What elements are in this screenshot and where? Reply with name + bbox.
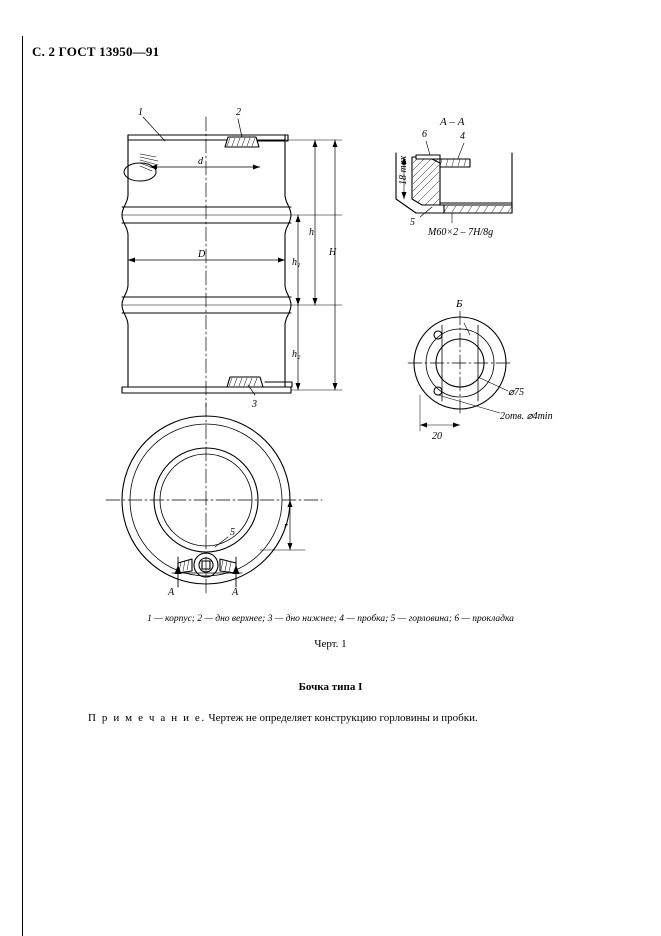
view-title-b: Б — [456, 298, 463, 310]
callout-3: 3 — [252, 399, 257, 410]
dim-r: r — [284, 521, 288, 532]
note-text: Чертеж не определяет конструкцию горловины и пробки. — [208, 712, 478, 724]
dim-H: H — [329, 247, 337, 258]
holes-label: 2отв. ⌀4min — [500, 411, 553, 422]
dim-18max: 18 max — [398, 155, 409, 185]
dim-20: 20 — [432, 431, 442, 442]
figure-legend: 1 — корпус; 2 — дно верхнее; 3 — дно нижнее; 4 — пробка; 5 — горловина; 6 — прокладка — [147, 614, 514, 624]
figure-caption: Черт. 1 — [314, 638, 347, 650]
page-number: С. 2 — [32, 44, 56, 59]
diameter-label: ⌀75 — [508, 387, 525, 398]
thread-label: М60×2 – 7H/8g — [428, 227, 494, 238]
callout-6: 6 — [422, 129, 427, 140]
callout-2: 2 — [236, 107, 241, 118]
callout-5-plan: 5 — [230, 527, 235, 538]
section-mark-right: А — [232, 587, 239, 598]
margin-rule — [22, 36, 23, 936]
page-header — [32, 44, 159, 60]
figure-subtitle: Бочка типа I — [298, 681, 363, 693]
section-mark-left: А — [168, 587, 175, 598]
callout-5: 5 — [410, 217, 415, 228]
dim-d: d — [198, 156, 203, 167]
dim-h2: h₂ — [292, 349, 301, 360]
section-title-aa: А – А — [440, 116, 465, 128]
technical-drawing — [60, 95, 620, 615]
note-label: П р и м е ч а н и е. — [88, 712, 206, 724]
callout-1: 1 — [138, 107, 143, 118]
callout-4: 4 — [460, 131, 465, 142]
drawing-svg — [60, 95, 620, 615]
dim-h1: h₁ — [292, 257, 301, 268]
standard-designation: ГОСТ 13950—91 — [58, 44, 160, 59]
dim-h: h — [309, 227, 314, 238]
dim-D: D — [198, 249, 206, 260]
note-block — [88, 712, 478, 724]
